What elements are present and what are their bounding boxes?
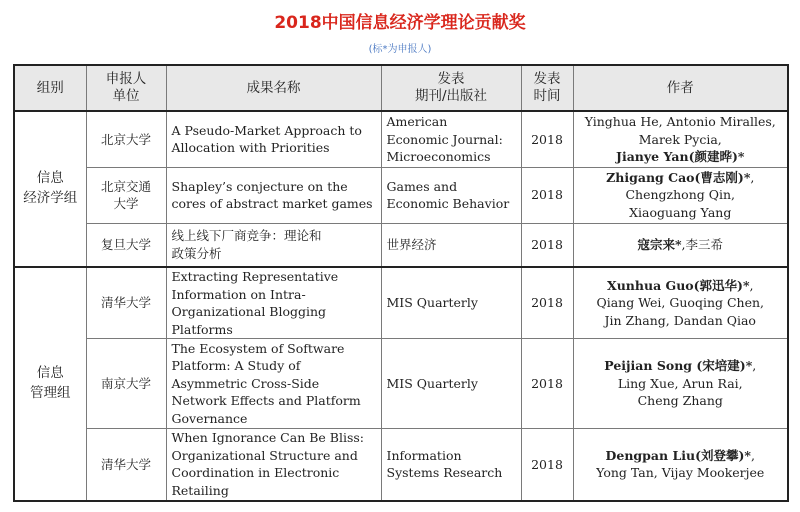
table-row [14, 339, 788, 429]
author-name: Jin Zhang, Dandan Qiao [604, 312, 756, 328]
title-cell [166, 167, 381, 223]
table-row [14, 223, 788, 267]
year-cell: 2018 [521, 267, 573, 339]
group-econ [14, 111, 86, 267]
text-line: MIS Quarterly [386, 295, 478, 311]
author-name: Marek Pycia, [638, 131, 722, 147]
unit-text: 清华大学 [100, 456, 151, 472]
text-line: cores of abstract market games [171, 196, 373, 211]
group-label: 管理组 [30, 384, 71, 401]
header-group: 组别 [14, 65, 86, 111]
title-cell [166, 267, 381, 339]
unit-text: 南京大学 [100, 375, 151, 391]
authors-cell [573, 267, 788, 339]
group-label: 信息 [36, 170, 64, 187]
unit-cell [86, 339, 166, 429]
year-cell: 2018 [521, 223, 573, 267]
unit-text: 北京交通 [100, 178, 151, 194]
journal-cell [381, 339, 521, 429]
text-line: Coordination in Electronic [171, 465, 340, 481]
year-cell: 2018 [521, 339, 573, 429]
authors-cell [573, 339, 788, 429]
journal-cell [381, 223, 521, 267]
author-name: , [750, 447, 755, 463]
unit-cell [86, 167, 166, 223]
text-line: 政策分析 [171, 245, 222, 261]
text-line: Platforms [171, 321, 233, 337]
text-line: MIS Quarterly [386, 375, 478, 391]
group-label: 信息 [36, 365, 64, 382]
author-name: Cheng Zhang [637, 393, 723, 409]
page-subtitle: (标*为申报人) [368, 44, 432, 55]
text-line: Platform: A Study of [171, 358, 301, 374]
title-cell [166, 339, 381, 429]
header-publication: 发表 期刊/出版社 [381, 65, 521, 111]
year-cell: 2018 [521, 111, 573, 167]
header-authors: 作者 [573, 65, 788, 111]
author-name: Yong Tan, Vijay Mookerjee [596, 465, 765, 481]
text-line: Governance [171, 410, 248, 426]
title-cell [166, 223, 381, 267]
table-row [14, 167, 788, 223]
page-title: 2018中国信息经济学理论贡献奖 [274, 13, 526, 33]
author-name: Chengzhong Qin, [625, 187, 736, 203]
year-cell: 2018 [521, 167, 573, 223]
author-applicant: Jianye Yan(颜建晔)* [616, 149, 745, 164]
table-row [14, 429, 788, 501]
text-line: The Ecosystem of Software [171, 340, 345, 356]
author-applicant: Xunhua Guo(郭迅华)* [607, 277, 750, 293]
author-applicant: Dengpan Liu(刘登攀)* [605, 447, 751, 463]
unit-cell [86, 223, 166, 267]
title-cell [166, 429, 381, 501]
authors-cell [573, 111, 788, 167]
text-line: Organizational Structure and [171, 447, 358, 463]
authors-cell [573, 223, 788, 267]
unit-text: 清华大学 [100, 295, 151, 311]
text-line: Economic Journal: [386, 131, 503, 147]
header-time: 发表 时间 [521, 65, 573, 111]
text-line: Games and [386, 178, 458, 194]
text-line: Systems Research [386, 465, 503, 481]
text-line: Economic Behavior [386, 196, 510, 211]
unit-text: 北京大学 [100, 131, 151, 147]
text-line: Asymmetric Cross-Side [171, 375, 320, 391]
author-name: Yinghua He, Antonio Miralles, [584, 114, 776, 129]
authors-cell [573, 167, 788, 223]
text-line: When Ignorance Can Be Bliss: [171, 430, 365, 446]
header-name: 成果名称 [166, 65, 381, 111]
table-row [14, 267, 788, 339]
journal-cell [381, 167, 521, 223]
author-applicant: Peijian Song (宋培建)* [604, 358, 753, 374]
table-row [14, 111, 788, 167]
text-line: Network Effects and Platform [171, 393, 361, 409]
text-line: Information [386, 447, 462, 463]
author-name: ,李三希 [681, 237, 724, 252]
unit-cell [86, 111, 166, 167]
text-line: 线上线下厂商竞争：理论和 [171, 228, 322, 244]
award-table [13, 64, 789, 502]
author-name: Ling Xue, Arun Rai, [617, 375, 743, 391]
unit-cell [86, 267, 166, 339]
text-line: 世界经济 [386, 237, 437, 252]
author-applicant: Zhigang Cao(曹志刚)* [606, 169, 751, 185]
text-line: American [386, 114, 448, 129]
text-line: Organizational Blogging [171, 304, 327, 319]
unit-text: 大学 [113, 196, 139, 211]
journal-cell [381, 267, 521, 339]
group-mgmt [14, 267, 86, 501]
journal-cell [381, 429, 521, 501]
author-name: , [752, 358, 757, 374]
text-line: Retailing [171, 482, 229, 498]
author-name: Qiang Wei, Guoqing Chen, [596, 295, 765, 311]
text-line: Shapley’s conjecture on the [171, 178, 348, 194]
text-line: A Pseudo-Market Approach to [171, 122, 362, 138]
unit-cell [86, 429, 166, 501]
journal-cell [381, 111, 521, 167]
header-unit: 申报人 单位 [86, 65, 166, 111]
authors-cell [573, 429, 788, 501]
title-cell [166, 111, 381, 167]
text-line: Allocation with Priorities [171, 140, 330, 156]
author-applicant: 寇宗来* [637, 237, 682, 252]
text-line: Microeconomics [386, 149, 491, 164]
author-name: , [750, 169, 755, 185]
unit-text: 复旦大学 [100, 237, 151, 252]
text-line: Extracting Representative [171, 269, 339, 284]
group-label: 经济学组 [23, 190, 78, 206]
text-line: Information on Intra- [171, 286, 306, 302]
author-name: , [749, 277, 754, 293]
author-name: Xiaoguang Yang [629, 204, 732, 220]
year-cell: 2018 [521, 429, 573, 501]
table-header-row [14, 65, 788, 111]
